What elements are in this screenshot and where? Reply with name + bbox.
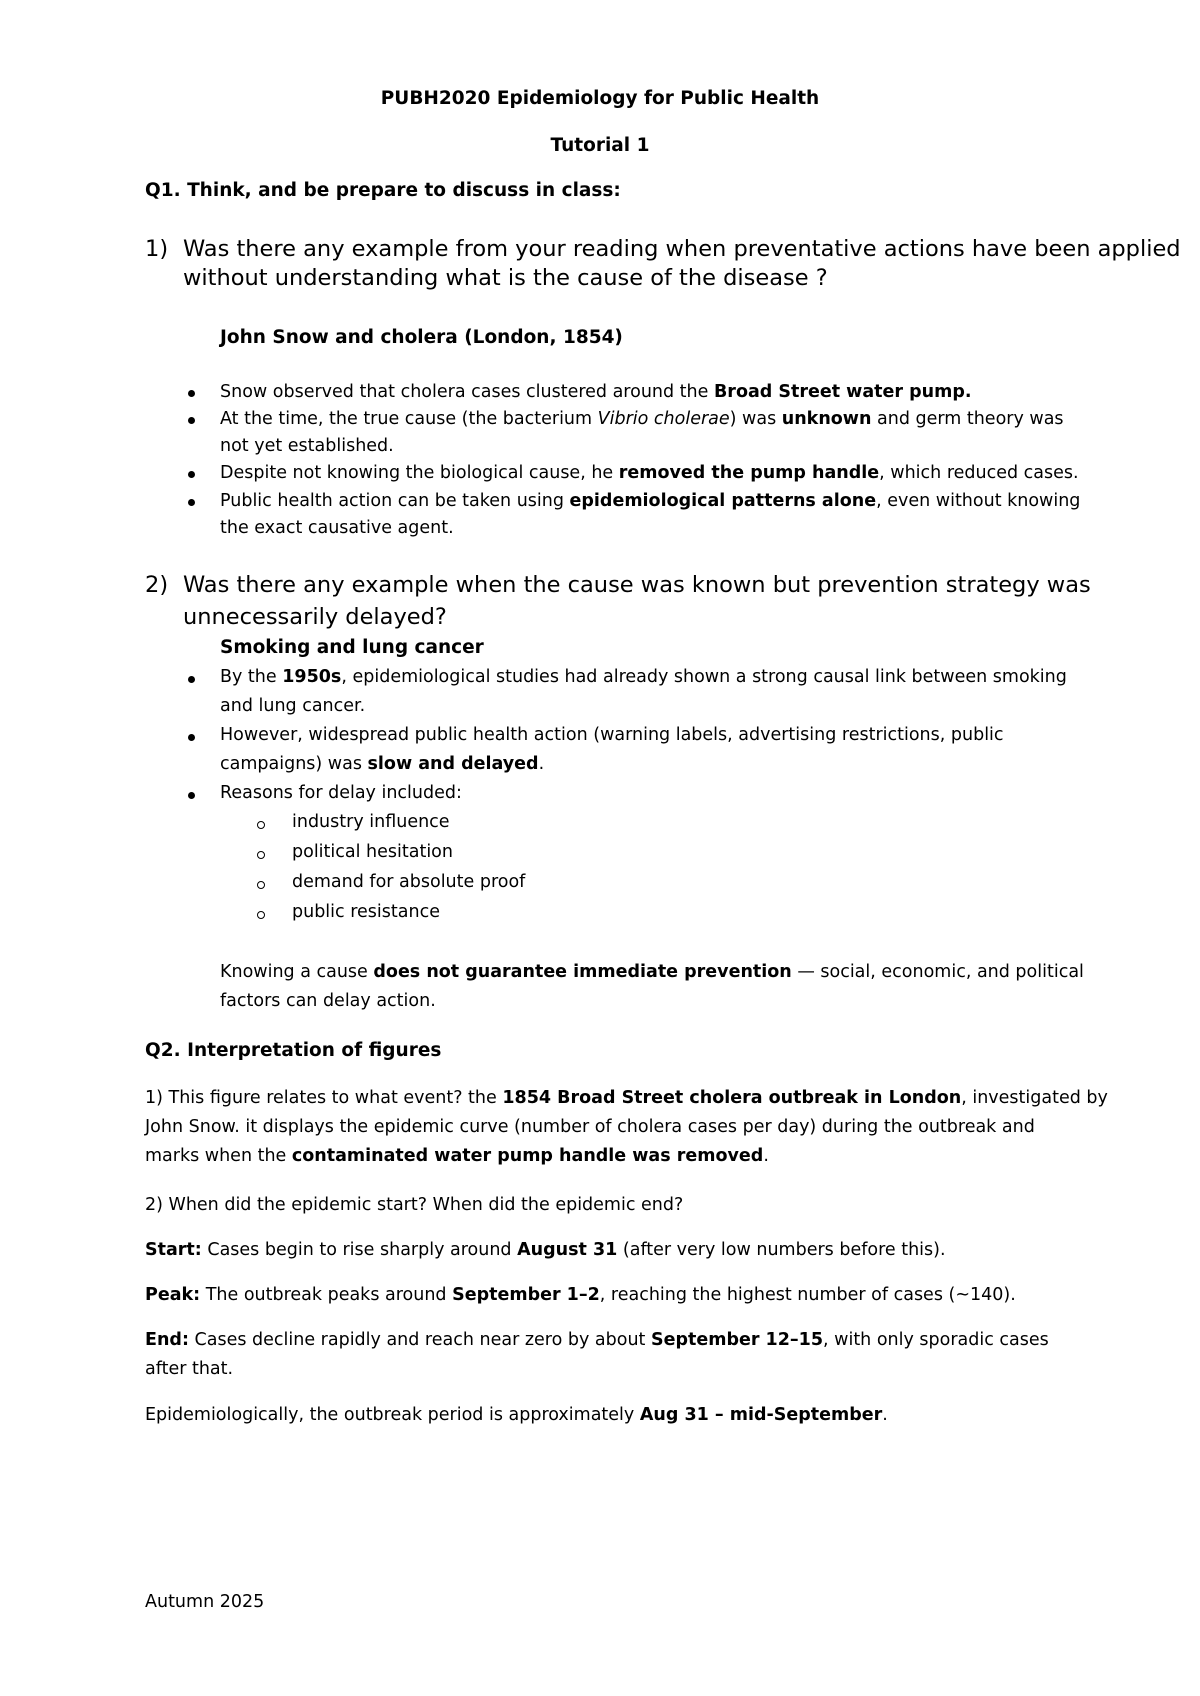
q1-item2-question-line2: unnecessarily delayed? [183,604,447,630]
q2-paragraph1: 1) This figure relates to what event? the 1854 Broad Street cholera outbreak in London, investigated by [145,1088,1108,1108]
sub-item-resistance: public resistance [292,902,440,922]
sub-bullet-icon [257,881,265,889]
sub-bullet-icon [257,851,265,859]
bullet-icon [188,417,195,424]
q2-peak: Peak: The outbreak peaks around September 1–2, reaching the highest number of cases (~140). [145,1285,1016,1305]
q1-item2-bullet2-line2: campaigns) was slow and delayed. [220,754,545,774]
q1-item1-subheading: John Snow and cholera (London, 1854) [220,327,623,348]
q1-item2-question-line1: Was there any example when the cause was known but prevention strategy was [183,572,1091,598]
q2-end-line2: after that. [145,1359,234,1379]
q1-item2-bullet3: Reasons for delay included: [220,783,462,803]
q1-item2-bullet2: However, widespread public health action (warning labels, advertising restrictions, public [220,725,1004,745]
sub-item-proof: demand for absolute proof [292,872,526,892]
q1-item1-question-line2: without understanding what is the cause of the disease ? [183,265,828,291]
document-title: PUBH2020 Epidemiology for Public Health [380,88,820,109]
q2-paragraph2: 2) When did the epidemic start? When did the epidemic end? [145,1195,684,1215]
q1-item1-bullet4-line2: the exact causative agent. [220,518,454,538]
sub-item-political: political hesitation [292,842,453,862]
bullet-icon [188,792,195,799]
q2-paragraph1-line3: marks when the contaminated water pump handle was removed. [145,1146,769,1166]
bullet-icon [188,499,195,506]
q1-item1-bullet2: At the time, the true cause (the bacterium Vibrio cholerae) was unknown and germ theory was [220,409,1064,429]
bullet-icon [188,390,195,397]
q1-item2-subheading: Smoking and lung cancer [220,637,484,658]
q2-paragraph1-line2: John Snow. it displays the epidemic curve (number of cholera cases per day) during the outbreak and [145,1117,1035,1137]
q2-start: Start: Cases begin to rise sharply around August 31 (after very low numbers before this). [145,1240,946,1260]
bullet-icon [188,676,195,683]
q1-heading: Q1. Think, and be prepare to discuss in class: [145,180,621,201]
q1-item2-bullet1-line2: and lung cancer. [220,696,366,716]
q1-item1-bullet2-line2: not yet established. [220,436,394,456]
q1-item1-number: 1) [145,236,169,262]
q1-item1-bullet4: Public health action can be taken using epidemiological patterns alone, even without knowing [220,491,1081,511]
bullet-icon [188,734,195,741]
page-footer: Autumn 2025 [145,1592,265,1612]
q1-item1-bullet1: Snow observed that cholera cases clustered around the Broad Street water pump. [220,382,972,402]
document-subtitle: Tutorial 1 [550,135,650,156]
q2-period: Epidemiologically, the outbreak period is approximately Aug 31 – mid-September. [145,1405,888,1425]
q2-end: End: Cases decline rapidly and reach near zero by about September 12–15, with only sporadic cases [145,1330,1049,1350]
q1-item2-number: 2) [145,572,169,598]
q2-heading: Q2. Interpretation of figures [145,1040,442,1061]
q1-item2-conclusion: Knowing a cause does not guarantee immediate prevention — social, economic, and political [220,962,1084,982]
q1-item1-bullet3: Despite not knowing the biological cause, he removed the pump handle, which reduced cases. [220,463,1079,483]
q1-item2-bullet1: By the 1950s, epidemiological studies had already shown a strong causal link between smoking [220,667,1067,687]
sub-bullet-icon [257,911,265,919]
sub-bullet-icon [257,821,265,829]
q1-item2-conclusion-line2: factors can delay action. [220,991,436,1011]
q1-item1-question-line1: Was there any example from your reading when preventative actions have been applied [183,236,1181,262]
sub-item-industry: industry influence [292,812,450,832]
bullet-icon [188,471,195,478]
